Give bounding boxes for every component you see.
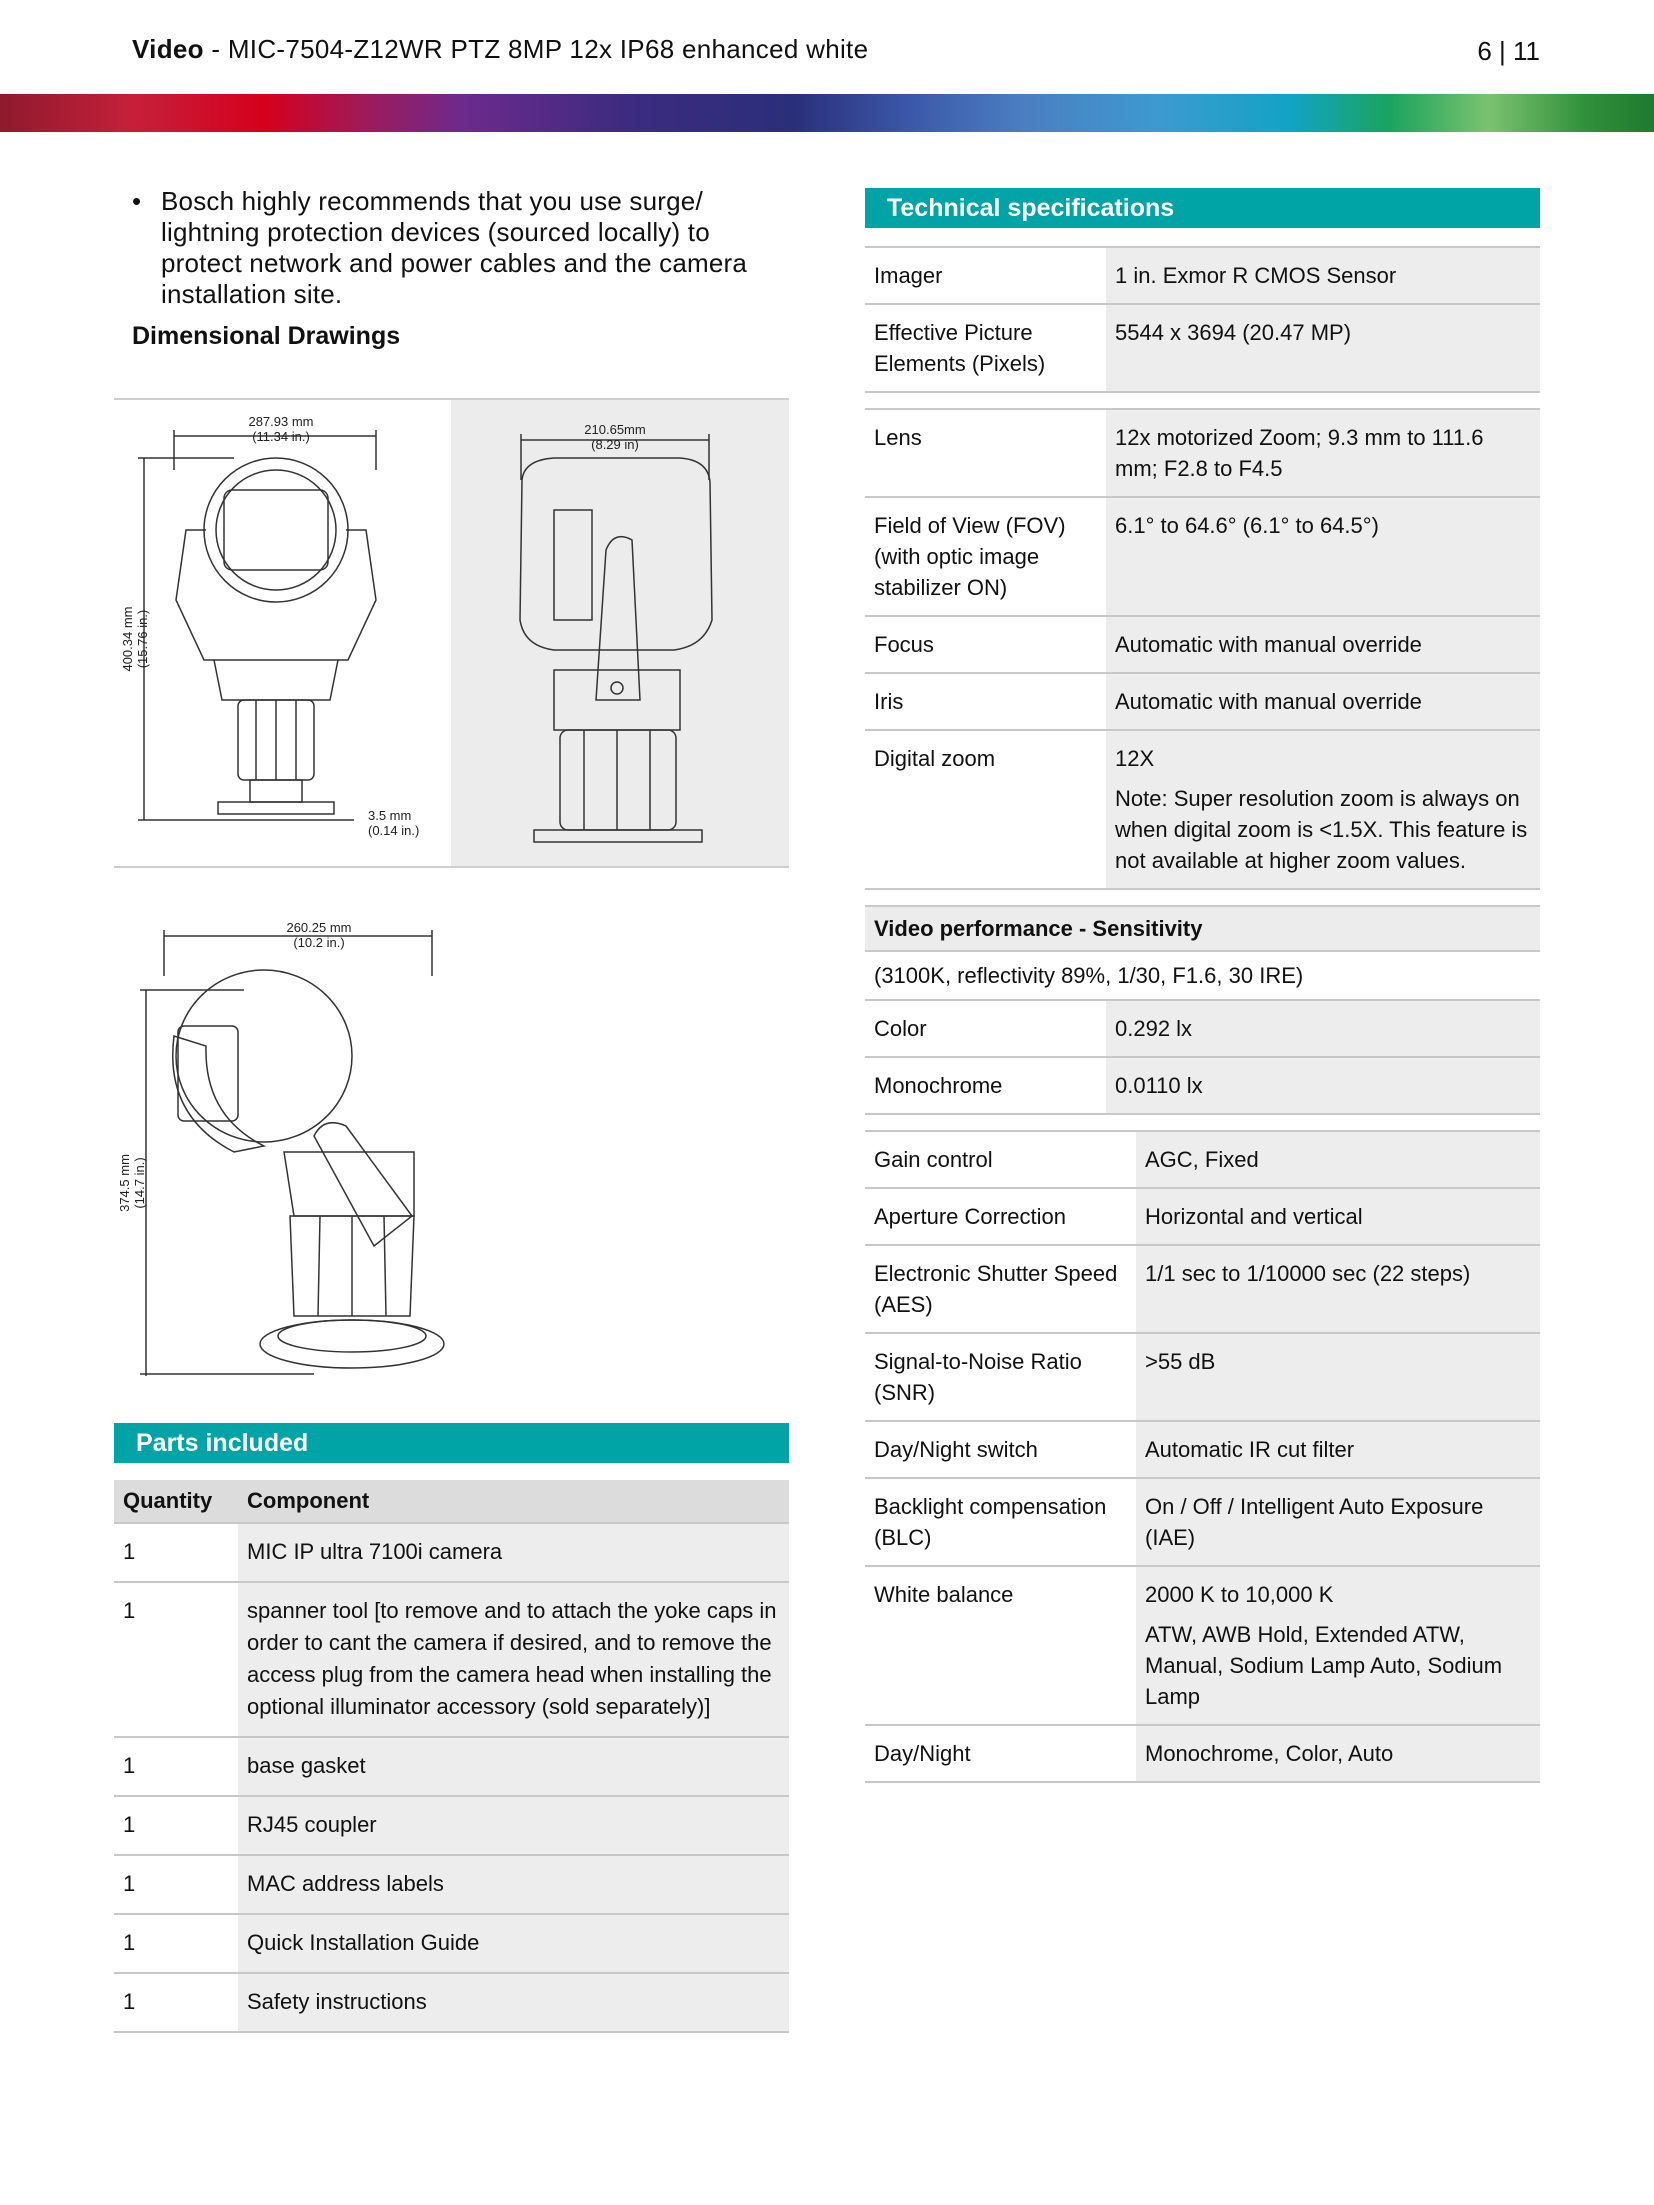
table-row — [114, 1737, 789, 1796]
dimensional-drawing-iso — [114, 916, 454, 1376]
spec-key: Imager — [865, 247, 1106, 304]
spec-key: Field of View (FOV) (with optic image stabilizer ON) — [865, 497, 1106, 616]
spec-table-exposure — [865, 1130, 1540, 1783]
bullet-dot: • — [132, 186, 142, 216]
table-row — [114, 1582, 789, 1737]
dimensional-drawings-heading: Dimensional Drawings — [132, 322, 401, 350]
iso-width-in: (10.2 in.) — [293, 935, 345, 950]
spec-value: 12x motorized Zoom; 9.3 mm to 111.6 mm; F2.8 to F4.5 — [1106, 409, 1540, 497]
spec-row — [865, 1245, 1540, 1333]
spec-row — [865, 1000, 1540, 1057]
col-component: Component — [238, 1480, 789, 1523]
spec-row — [865, 673, 1540, 730]
part-qty: 1 — [114, 1855, 238, 1914]
part-qty: 1 — [114, 1914, 238, 1973]
spec-row — [865, 1188, 1540, 1245]
iso-height-mm: 374.5 mm — [117, 1154, 132, 1212]
iso-height-in: (14.7 in.) — [132, 1157, 147, 1209]
spec-row — [865, 1131, 1540, 1188]
spec-row — [865, 497, 1540, 616]
parts-included-section — [114, 1423, 789, 2033]
spec-row — [865, 1057, 1540, 1114]
spec-value: AGC, Fixed — [1136, 1131, 1540, 1188]
part-qty: 1 — [114, 1737, 238, 1796]
spec-value: Monochrome, Color, Auto — [1136, 1725, 1540, 1782]
bullet-text: Bosch highly recommends that you use surge/ lightning protection devices (sourced locally) to protect network and power cables and the camera installation site. — [161, 186, 748, 309]
spec-key: Electronic Shutter Speed (AES) — [865, 1245, 1136, 1333]
header-title: - MIC-7504-Z12WR PTZ 8MP 12x IP68 enhanced white — [203, 34, 869, 64]
spec-value: 2000 K to 10,000 K — [1145, 1582, 1334, 1607]
spec-key: White balance — [865, 1566, 1136, 1725]
sensitivity-heading: Video performance - Sensitivity — [865, 906, 1540, 951]
spec-value: Horizontal and vertical — [1136, 1188, 1540, 1245]
spec-key: Backlight compensation (BLC) — [865, 1478, 1136, 1566]
front-height-label — [120, 584, 150, 694]
spec-value-group — [1136, 1566, 1540, 1725]
spec-key: Aperture Correction — [865, 1188, 1136, 1245]
spec-row — [865, 1421, 1540, 1478]
spec-value: 12X — [1115, 746, 1155, 771]
spec-note: Note: Super resolution zoom is always on when digital zoom is <1.5X. This feature is not available at higher zoom values. — [1115, 786, 1528, 873]
spec-value: Automatic with manual override — [1106, 616, 1540, 673]
part-qty: 1 — [114, 1523, 238, 1582]
base-thickness-label — [368, 808, 458, 838]
spec-row — [865, 730, 1540, 889]
left-column — [114, 186, 789, 351]
spec-key: Signal-to-Noise Ratio (SNR) — [865, 1333, 1136, 1421]
spec-value-group — [1106, 730, 1540, 889]
part-component: MIC IP ultra 7100i camera — [238, 1523, 789, 1582]
part-qty: 1 — [114, 1973, 238, 2032]
front-width-in: (11.34 in.) — [252, 429, 310, 444]
table-row — [114, 1914, 789, 1973]
spec-value: 6.1° to 64.6° (6.1° to 64.5°) — [1106, 497, 1540, 616]
spec-row — [865, 304, 1540, 392]
spec-row — [865, 409, 1540, 497]
page-number: 6 | 11 — [1477, 36, 1540, 66]
sensitivity-conditions: (3100K, reflectivity 89%, 1/30, F1.6, 30 IRE) — [865, 951, 1540, 1000]
spec-row — [865, 616, 1540, 673]
front-height-in: (15.76 in.) — [135, 609, 150, 669]
spec-key: Color — [865, 1000, 1106, 1057]
table-row — [114, 1523, 789, 1582]
front-width-mm: 287.93 mm — [248, 414, 314, 429]
part-component: Quick Installation Guide — [238, 1914, 789, 1973]
part-component: MAC address labels — [238, 1855, 789, 1914]
base-thickness-in: (0.14 in.) — [368, 823, 420, 838]
spec-value: 5544 x 3694 (20.47 MP) — [1106, 304, 1540, 392]
spec-row — [865, 1333, 1540, 1421]
parts-included-title: Parts included — [114, 1423, 789, 1463]
side-width-label — [560, 422, 670, 452]
spec-row — [865, 1725, 1540, 1782]
spec-key: Gain control — [865, 1131, 1136, 1188]
spec-value: Automatic IR cut filter — [1136, 1421, 1540, 1478]
table-row — [114, 1796, 789, 1855]
front-side-drawing — [114, 400, 789, 866]
spec-key: Iris — [865, 673, 1106, 730]
spec-key: Focus — [865, 616, 1106, 673]
spec-subheading-row — [865, 906, 1540, 951]
spec-key: Lens — [865, 409, 1106, 497]
part-component: RJ45 coupler — [238, 1796, 789, 1855]
brand-color-band — [0, 94, 1654, 132]
side-width-mm: 210.65mm — [584, 422, 646, 437]
tech-specs-section — [865, 188, 1540, 1783]
spec-value: Automatic with manual override — [1106, 673, 1540, 730]
spec-key: Day/Night switch — [865, 1421, 1136, 1478]
part-component: spanner tool [to remove and to attach the yoke caps in order to cant the camera if desired, and to remove the access plug from the camera head when installing the optional illuminator accessory (sold separately)] — [238, 1582, 789, 1737]
spec-row — [865, 951, 1540, 1000]
spec-value: 0.0110 lx — [1106, 1057, 1540, 1114]
spec-key: Digital zoom — [865, 730, 1106, 889]
spec-value: 1/1 sec to 1/10000 sec (22 steps) — [1136, 1245, 1540, 1333]
spec-value: 0.292 lx — [1106, 1000, 1540, 1057]
spec-table-imager — [865, 246, 1540, 393]
spec-value: On / Off / Intelligent Auto Exposure (IAE) — [1136, 1478, 1540, 1566]
front-width-label — [196, 414, 366, 444]
spec-note: ATW, AWB Hold, Extended ATW, Manual, Sodium Lamp Auto, Sodium Lamp — [1145, 1622, 1503, 1709]
iso-width-label — [264, 920, 374, 950]
spec-value: 1 in. Exmor R CMOS Sensor — [1106, 247, 1540, 304]
col-quantity: Quantity — [114, 1480, 238, 1523]
tech-specs-title: Technical specifications — [865, 188, 1540, 228]
part-qty: 1 — [114, 1582, 238, 1737]
spec-row — [865, 1566, 1540, 1725]
page-header — [132, 34, 868, 65]
spec-key: Day/Night — [865, 1725, 1136, 1782]
spec-row — [865, 1478, 1540, 1566]
part-qty: 1 — [114, 1796, 238, 1855]
spec-row — [865, 247, 1540, 304]
parts-header-row — [114, 1480, 789, 1523]
spec-table-sensitivity — [865, 905, 1540, 1115]
base-thickness-mm: 3.5 mm — [368, 808, 412, 823]
spec-value: >55 dB — [1136, 1333, 1540, 1421]
spec-table-lens — [865, 408, 1540, 890]
side-width-in: (8.29 in) — [591, 437, 639, 452]
header-section: Video — [132, 34, 204, 64]
front-height-mm: 400.34 mm — [120, 606, 135, 672]
table-row — [114, 1973, 789, 2032]
spec-key: Effective Picture Elements (Pixels) — [865, 304, 1106, 392]
parts-table — [114, 1480, 789, 2033]
bullet-item — [114, 186, 789, 310]
part-component: Safety instructions — [238, 1973, 789, 2032]
iso-width-mm: 260.25 mm — [286, 920, 352, 935]
iso-height-label — [117, 1131, 147, 1235]
spec-key: Monochrome — [865, 1057, 1106, 1114]
table-row — [114, 1855, 789, 1914]
part-component: base gasket — [238, 1737, 789, 1796]
dimensional-drawing-front-side — [114, 398, 789, 868]
iso-drawing — [114, 916, 454, 1376]
